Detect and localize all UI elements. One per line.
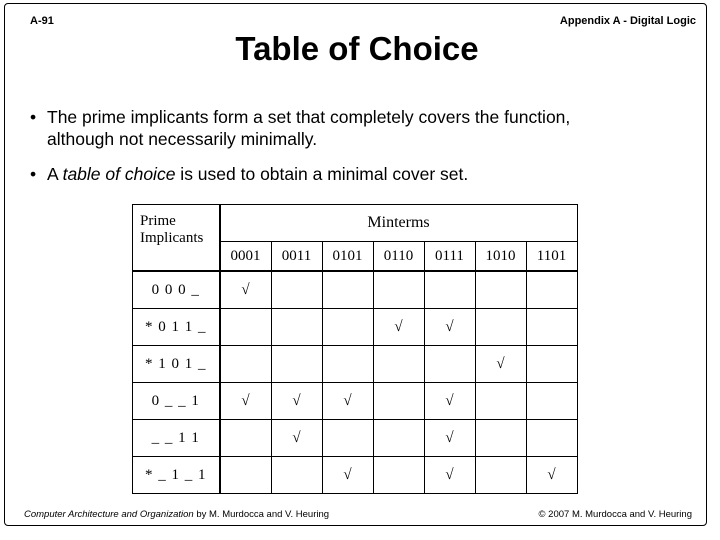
table-row bbox=[133, 346, 578, 383]
implicant-cell: * 0 1 1 _ bbox=[133, 309, 220, 346]
empty-cell bbox=[271, 309, 322, 346]
check-mark-cell: √ bbox=[271, 383, 322, 420]
table-row bbox=[133, 420, 578, 457]
empty-cell bbox=[475, 309, 526, 346]
empty-cell bbox=[526, 346, 577, 383]
implicant-cell: 0 _ _ 1 bbox=[133, 383, 220, 420]
empty-cell bbox=[322, 309, 373, 346]
prime-label: Prime bbox=[140, 213, 176, 229]
bullet-2-post: is used to obtain a minimal cover set. bbox=[175, 164, 469, 184]
empty-cell bbox=[322, 420, 373, 457]
empty-cell bbox=[220, 309, 272, 346]
check-mark-cell: √ bbox=[220, 271, 272, 309]
minterm-header-cell: 0111 bbox=[424, 242, 475, 272]
bullet-2-italic: table of choice bbox=[62, 164, 176, 184]
slide-title-text: Table of Choice bbox=[235, 30, 479, 67]
empty-cell bbox=[373, 383, 424, 420]
bullet-marker: • bbox=[30, 164, 37, 184]
implicant-cell: * 1 0 1 _ bbox=[133, 346, 220, 383]
bullet-1 bbox=[30, 106, 680, 150]
minterm-header-cell: 0101 bbox=[322, 242, 373, 272]
check-mark-cell: √ bbox=[424, 383, 475, 420]
slide-number: A-91 bbox=[30, 15, 54, 27]
bullet-1-line-2: although not necessarily minimally. bbox=[47, 129, 318, 149]
check-mark-cell: √ bbox=[424, 457, 475, 494]
table-header-row bbox=[133, 205, 578, 242]
table-row bbox=[133, 309, 578, 346]
empty-cell bbox=[475, 420, 526, 457]
table-row bbox=[133, 457, 578, 494]
minterm-header-cell: 0110 bbox=[373, 242, 424, 272]
check-mark-cell: √ bbox=[526, 457, 577, 494]
minterms-header: Minterms bbox=[220, 205, 578, 242]
empty-cell bbox=[526, 420, 577, 457]
empty-cell bbox=[220, 420, 272, 457]
minterm-header-cell: 1101 bbox=[526, 242, 577, 272]
empty-cell bbox=[271, 346, 322, 383]
footer-book-authors: by M. Murdocca and V. Heuring bbox=[193, 509, 330, 520]
empty-cell bbox=[475, 271, 526, 309]
prime-implicants-header bbox=[133, 205, 220, 272]
check-mark-cell: √ bbox=[322, 457, 373, 494]
table-of-choice bbox=[132, 204, 578, 494]
check-mark-cell: √ bbox=[424, 420, 475, 457]
implicants-label: Implicants bbox=[140, 230, 204, 246]
empty-cell bbox=[220, 457, 272, 494]
appendix-header: Appendix A - Digital Logic bbox=[559, 15, 696, 27]
slide-title bbox=[0, 30, 716, 68]
footer-book-title: Computer Architecture and Organization bbox=[24, 509, 194, 520]
empty-cell bbox=[526, 309, 577, 346]
implicant-cell: 0 0 0 _ bbox=[133, 271, 220, 309]
check-mark-cell: √ bbox=[220, 383, 272, 420]
empty-cell bbox=[373, 420, 424, 457]
implicant-cell: _ _ 1 1 bbox=[133, 420, 220, 457]
check-mark-cell: √ bbox=[322, 383, 373, 420]
bullet-2-pre: A bbox=[47, 164, 63, 184]
table-row bbox=[133, 383, 578, 420]
choice-table bbox=[132, 204, 578, 494]
empty-cell bbox=[475, 383, 526, 420]
empty-cell bbox=[526, 383, 577, 420]
empty-cell bbox=[373, 271, 424, 309]
empty-cell bbox=[424, 271, 475, 309]
empty-cell bbox=[322, 271, 373, 309]
check-mark-cell: √ bbox=[373, 309, 424, 346]
minterm-header-cell: 0001 bbox=[220, 242, 272, 272]
empty-cell bbox=[220, 346, 272, 383]
minterm-header-cell: 0011 bbox=[271, 242, 322, 272]
check-mark-cell: √ bbox=[475, 346, 526, 383]
bullet-2 bbox=[30, 163, 468, 185]
empty-cell bbox=[271, 457, 322, 494]
bullet-marker: • bbox=[30, 107, 37, 127]
table-row bbox=[133, 271, 578, 309]
footer-copyright: © 2007 M. Murdocca and V. Heuring bbox=[538, 509, 692, 520]
implicant-cell: * _ 1 _ 1 bbox=[133, 457, 220, 494]
bullet-1-line-1: The prime implicants form a set that completely covers the function, bbox=[47, 107, 571, 127]
minterm-header-cell: 1010 bbox=[475, 242, 526, 272]
empty-cell bbox=[322, 346, 373, 383]
check-mark-cell: √ bbox=[271, 420, 322, 457]
empty-cell bbox=[373, 346, 424, 383]
empty-cell bbox=[526, 271, 577, 309]
empty-cell bbox=[475, 457, 526, 494]
footer-book bbox=[24, 509, 329, 520]
check-mark-cell: √ bbox=[424, 309, 475, 346]
empty-cell bbox=[373, 457, 424, 494]
empty-cell bbox=[424, 346, 475, 383]
empty-cell bbox=[271, 271, 322, 309]
